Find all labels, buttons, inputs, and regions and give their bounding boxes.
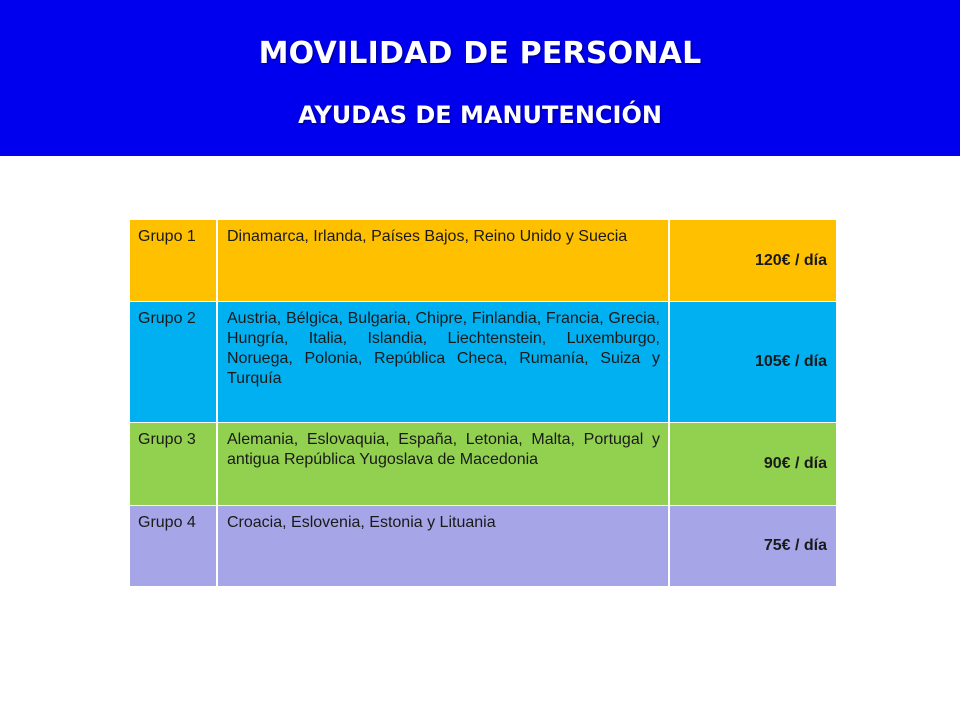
slide-subtitle: AYUDAS DE MANUTENCIÓN — [298, 101, 662, 129]
group-3-label: Grupo 3 — [130, 423, 216, 505]
group-4-countries: Croacia, Eslovenia, Estonia y Lituania — [218, 506, 668, 586]
group-3-countries: Alemania, Eslovaquia, España, Letonia, Malta, Portugal y antigua República Yugoslava de Macedonia — [218, 423, 668, 505]
group-4-label: Grupo 4 — [130, 506, 216, 586]
group-1-rate: 120€ / día — [670, 220, 836, 301]
group-2-rate: 105€ / día — [670, 302, 836, 422]
title-banner — [0, 0, 960, 156]
group-2-label: Grupo 2 — [130, 302, 216, 422]
group-1-countries: Dinamarca, Irlanda, Países Bajos, Reino Unido y Suecia — [218, 220, 668, 301]
slide-title: MOVILIDAD DE PERSONAL — [258, 36, 702, 71]
group-1-label: Grupo 1 — [130, 220, 216, 301]
group-2-countries: Austria, Bélgica, Bulgaria, Chipre, Finlandia, Francia, Grecia, Hungría, Italia, Islandia, Liechtenstein, Luxemburgo, Noruega, Polonia, República Checa, Rumanía, Suiza y Turquía — [218, 302, 668, 422]
allowance-table — [130, 220, 836, 586]
group-3-rate: 90€ / día — [670, 423, 836, 505]
group-4-rate: 75€ / día — [670, 506, 836, 586]
